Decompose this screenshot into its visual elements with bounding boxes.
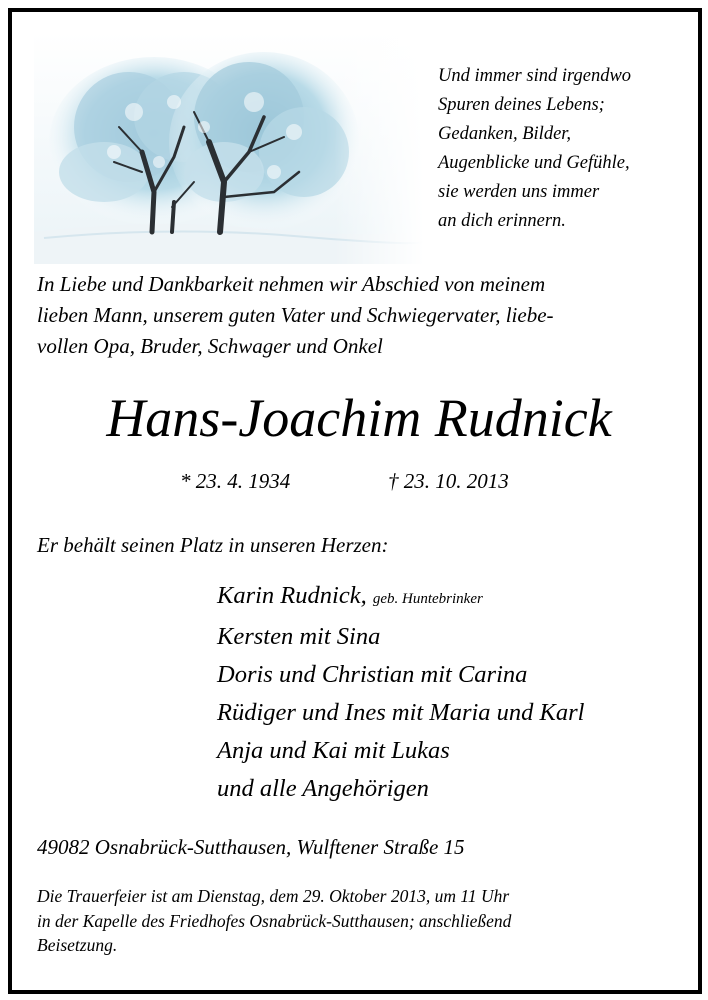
poem-line: Und immer sind irgendwo bbox=[438, 66, 632, 86]
address: 49082 Osnabrück-Sutthausen, Wulftener Straße 15 bbox=[37, 835, 465, 859]
mourner-line: Doris und Christian mit Carina bbox=[217, 661, 528, 688]
maiden-name-note: geb. Huntebrinker bbox=[372, 591, 483, 607]
mourner-line bbox=[217, 577, 585, 618]
mourners-list bbox=[217, 577, 585, 808]
obituary-frame bbox=[8, 8, 702, 994]
birth-date: * 23. 4. 1934 bbox=[180, 469, 291, 493]
poem-line: Augenblicke und Gefühle, bbox=[438, 153, 630, 173]
mourner-name: Karin Rudnick, bbox=[217, 582, 367, 609]
death-date: † 23. 10. 2013 bbox=[388, 469, 509, 493]
mourners-heading: Er behält seinen Platz in unseren Herzen: bbox=[37, 533, 389, 557]
poem bbox=[438, 62, 631, 236]
service-line: Die Trauerfeier ist am Dienstag, dem 29. Oktober 2013, um 11 Uhr bbox=[37, 886, 510, 906]
mourner-line: Kersten mit Sina bbox=[217, 623, 381, 650]
mourner-line: Anja und Kai mit Lukas bbox=[217, 737, 450, 764]
poem-line: Spuren deines Lebens; bbox=[438, 95, 605, 115]
deceased-name: Hans-Joachim Rudnick bbox=[106, 388, 612, 448]
intro-text bbox=[37, 269, 554, 362]
service-line: in der Kapelle des Friedhofes Osnabrück-Sutthausen; anschließend bbox=[37, 910, 512, 931]
service-info bbox=[37, 884, 511, 958]
service-line: Beisetzung. bbox=[37, 935, 118, 955]
mourner-line: und alle Angehörigen bbox=[217, 775, 429, 802]
poem-line: an dich erinnern. bbox=[438, 211, 566, 231]
mourner-line: Rüdiger und Ines mit Maria und Karl bbox=[217, 699, 585, 726]
poem-line: sie werden uns immer bbox=[438, 182, 600, 202]
winter-tree-icon bbox=[34, 32, 424, 264]
intro-line: In Liebe und Dankbarkeit nehmen wir Abschied von meinem bbox=[37, 272, 546, 296]
poem-line: Gedanken, Bilder, bbox=[438, 124, 572, 144]
intro-line: lieben Mann, unserem guten Vater und Schwiegervater, liebe- bbox=[37, 303, 554, 327]
intro-line: vollen Opa, Bruder, Schwager und Onkel bbox=[37, 334, 383, 358]
